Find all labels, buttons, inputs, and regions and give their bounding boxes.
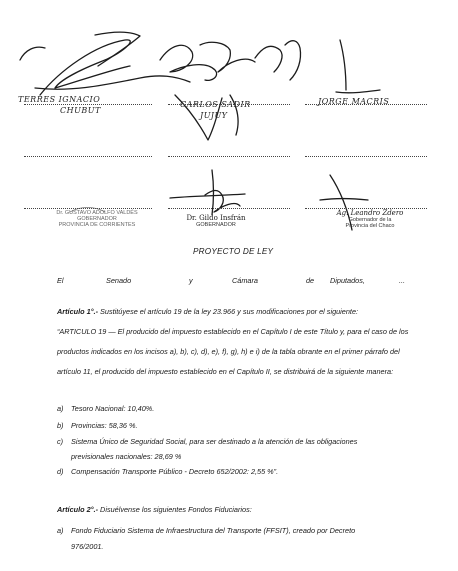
article-1-text: Sustitúyese el artículo 19 de la ley 23.966 y sus modificaciones por el siguiente:	[98, 307, 359, 316]
list-item-letter: b)	[57, 421, 64, 430]
stamp-left-line-3: PROVINCIA DE CORRIENTES	[58, 222, 136, 228]
list-item-text: Tesoro Nacional: 10,40%.	[71, 404, 155, 413]
salutation-word: El	[57, 276, 64, 285]
salutation-word: ...	[399, 276, 406, 285]
list-item-letter: a)	[57, 526, 64, 535]
article-1-quote: “ARTICULO 19 — El producido del impuesto establecido en el Capítulo I de este Título y, para el caso de los productos indicados en los incisos a), b), c), d), e), f), g), h) e i) de la tabla obrante en el primer párrafo del artículo 11, el producido del impuesto establecido en el Capítulo II, se distribuirá de la siguiente manera:	[57, 327, 409, 376]
signature-line	[168, 156, 290, 157]
signature-line	[24, 156, 152, 157]
salutation-word: Diputados,	[330, 276, 365, 285]
list-item-text: Fondo Fiduciario Sistema de Infraestructura del Transporte (FFSIT), creado por Decreto	[71, 526, 356, 535]
article-1-label: Artículo 1°.-	[57, 307, 99, 316]
signature-line	[305, 104, 427, 105]
signature-line	[24, 104, 152, 105]
stamp-center-line-2: GOBERNADOR	[196, 222, 236, 228]
signatory-1-name: TERRES IGNACIO	[18, 95, 101, 104]
stamp-center-line-1: Dr. Gildo Insfrán	[186, 214, 246, 222]
signature-line	[168, 208, 290, 209]
stamp-left-line-1: Dr. GUSTAVO ADOLFO VALDÉS	[56, 210, 138, 216]
stamp-center	[180, 214, 252, 228]
signature-line	[305, 156, 427, 157]
stamp-left-line-2: GOBERNADOR	[77, 216, 117, 222]
document-title: PROYECTO DE LEY	[193, 247, 274, 256]
list-item-text: Sistema Único de Seguridad Social, para ser destinado a la atención de las obligaciones	[71, 437, 358, 446]
salutation-word: Cámara	[232, 276, 258, 285]
article-2	[57, 500, 409, 520]
list-item-text: previsionales nacionales: 28,69 %	[71, 452, 182, 461]
signature-line	[24, 208, 152, 209]
list-item-text: Compensación Transporte Público - Decreto 652/2002: 2,55 %”.	[71, 467, 279, 476]
salutation	[57, 276, 407, 286]
list-item-letter: c)	[57, 437, 64, 446]
list-item-text: Provincias: 58,36 %.	[71, 421, 138, 430]
stamp-left	[52, 210, 142, 228]
salutation-word: Senado	[106, 276, 132, 285]
list-item-letter: d)	[57, 467, 64, 476]
article-2-label: Artículo 2°.-	[57, 505, 99, 514]
stamp-right	[330, 209, 410, 229]
signatory-2-name: CARLOS SADIR	[180, 100, 251, 109]
salutation-word: de	[306, 276, 315, 285]
list-item-continuation: 976/2001.	[71, 542, 104, 551]
signatory-3-name: JORGE MACRIS	[318, 97, 390, 106]
article-2-text: Disuélvense los siguientes Fondos Fiduciarios:	[98, 505, 252, 514]
salutation-word: y	[189, 276, 193, 285]
signatory-1-province: CHUBUT	[60, 106, 101, 115]
signatory-2-province: JUJUY	[200, 111, 228, 120]
article-1	[57, 302, 409, 382]
stamp-right-line-1: Ag. Leandro Zdero	[336, 209, 404, 217]
stamp-right-line-2: Gobernador de la	[348, 217, 392, 223]
list-item-letter: a)	[57, 404, 64, 413]
signature-line	[168, 104, 290, 105]
stamp-right-line-3: Provincia del Chaco	[345, 223, 395, 229]
